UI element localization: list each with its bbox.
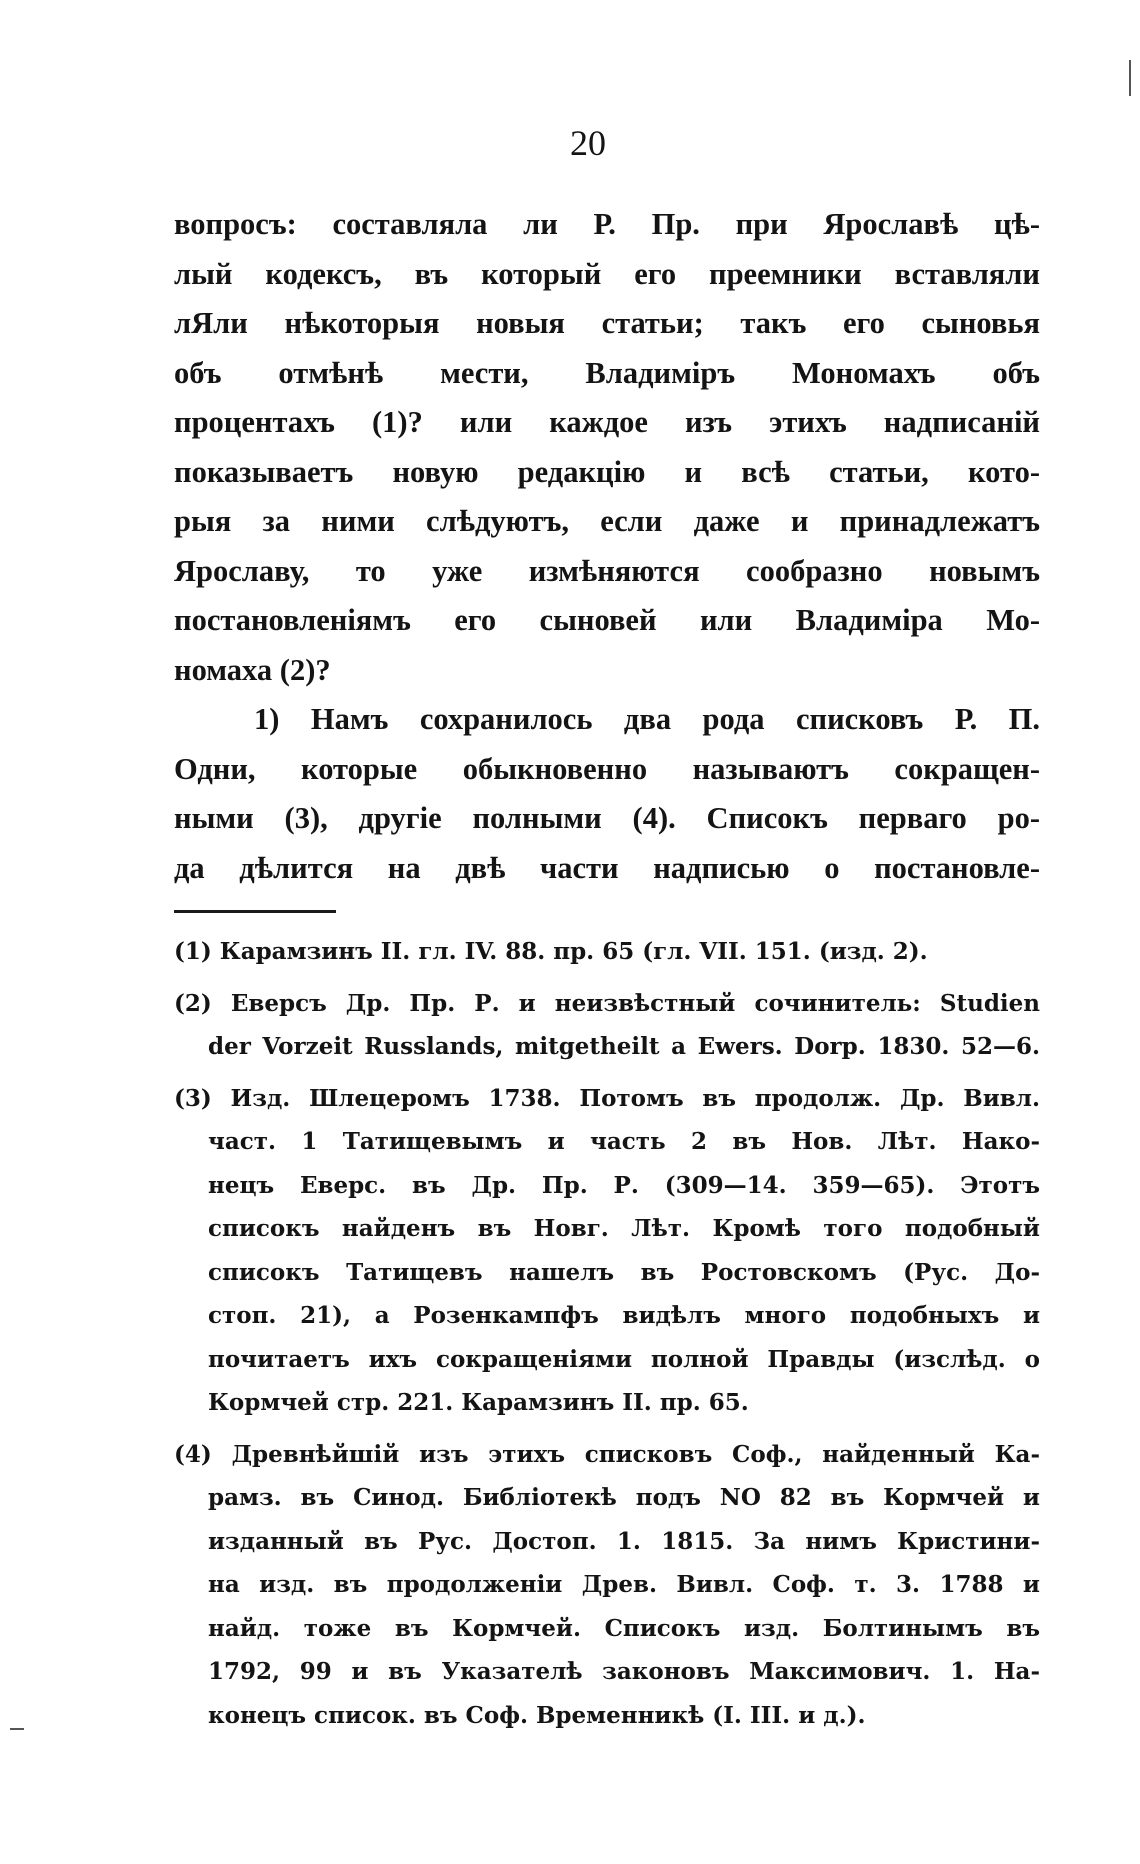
footnote-line: част. 1 Татищевымъ и часть 2 въ Нов. Лѣт. Нако- — [208, 1128, 1040, 1155]
margin-mark-left — [10, 1728, 24, 1730]
footnote-line: списокъ найденъ въ Новг. Лѣт. Кромѣ того подобный — [208, 1215, 1040, 1242]
footnote-line: изданный въ Рус. Достоп. 1. 1815. За нимъ Кристини- — [208, 1527, 1040, 1555]
main-line: Одни, которые обыкновенно называютъ сокращен- — [174, 751, 1040, 786]
footnote-4 — [174, 1433, 1040, 1738]
footnote-line: рамз. въ Синод. Библіотекѣ подъ NO 82 въ Кормчей и — [208, 1484, 1040, 1511]
footnote-line: (2) Еверсъ Др. Пр. Р. и неизвѣстный сочинитель: Studien — [174, 989, 1040, 1017]
main-line: рыя за ними слѣдуютъ, если даже и принадлежатъ — [174, 504, 1040, 538]
footnotes — [174, 930, 1040, 1737]
footnote-line: почитаетъ ихъ сокращеніями полной Правды (изслѣд. о — [208, 1345, 1040, 1373]
footnote-line: 1792, 99 и въ Указателѣ законовъ Максимович. 1. На- — [208, 1658, 1040, 1685]
main-line: лЯли нѣкоторыя новыя статьи; такъ его сыновья — [174, 306, 1040, 340]
footnote-line: найд. тоже въ Кормчей. Списокъ изд. Болтинымъ въ — [208, 1614, 1040, 1642]
page-number: 20 — [570, 123, 606, 163]
footnote-1 — [174, 930, 1040, 974]
main-line: Ярославу, то уже измѣняются сообразно новымъ — [174, 553, 1040, 588]
main-line: 1) Намъ сохранилось два рода списковъ Р. П. — [254, 702, 1040, 736]
footnote-line: der Vorzeit Russlands, mitgetheilt a Ewers. Dorp. 1830. 52—6. — [208, 1033, 1040, 1060]
main-line: лый кодексъ, въ который его преемники вставляли — [174, 256, 1040, 291]
main-line: да дѣлится на двѣ части надписью о постановле- — [174, 850, 1040, 885]
footnote-line: стоп. 21), а Розенкампфъ видѣлъ много подобныхъ и — [208, 1302, 1040, 1329]
main-line: постановленіямъ его сыновей или Владиміра Мо- — [174, 603, 1040, 637]
main-line: объ отмѣнѣ мести, Владиміръ Мономахъ объ — [174, 355, 1040, 390]
footnote-line: нецъ Еверс. въ Др. Пр. Р. (309—14. 359—65). Этотъ — [208, 1171, 1040, 1199]
main-line: показываетъ новую редакцію и всѣ статьи, кото- — [174, 454, 1040, 489]
footnote-line: Кормчей стр. 221. Карамзинъ II. пр. 65. — [208, 1389, 749, 1416]
footnote-3 — [174, 1077, 1040, 1425]
footnote-2 — [174, 982, 1040, 1069]
footnote-line: (4) Древнѣйшій изъ этихъ списковъ Соф., найденный Ка- — [174, 1440, 1040, 1468]
main-line: процентахъ (1)? или каждое изъ этихъ надписаній — [174, 405, 1040, 439]
footnote-separator — [174, 910, 336, 913]
footnote-line: (1) Карамзинъ II. гл. IV. 88. пр. 65 (гл. VII. 151. (изд. 2). — [174, 938, 928, 965]
main-text — [174, 200, 1040, 893]
footnote-line: (3) Изд. Шлецеромъ 1738. Потомъ въ продолж. Др. Вивл. — [174, 1084, 1040, 1112]
footnote-line: на изд. въ продолженіи Древ. Вивл. Соф. т. 3. 1788 и — [208, 1571, 1040, 1598]
main-line: вопросъ: составляла ли Р. Пр. при Ярославѣ цѣ- — [174, 207, 1040, 241]
main-line: ными (3), другіе полными (4). Списокъ перваго ро- — [174, 801, 1040, 835]
footnote-line: списокъ Татищевъ нашелъ въ Ростовскомъ (Рус. До- — [208, 1258, 1040, 1286]
footnote-line: конецъ список. въ Соф. Временникѣ (I. III. и д.). — [208, 1701, 866, 1729]
main-line: номаха (2)? — [174, 652, 331, 687]
margin-mark-right — [1129, 60, 1131, 96]
